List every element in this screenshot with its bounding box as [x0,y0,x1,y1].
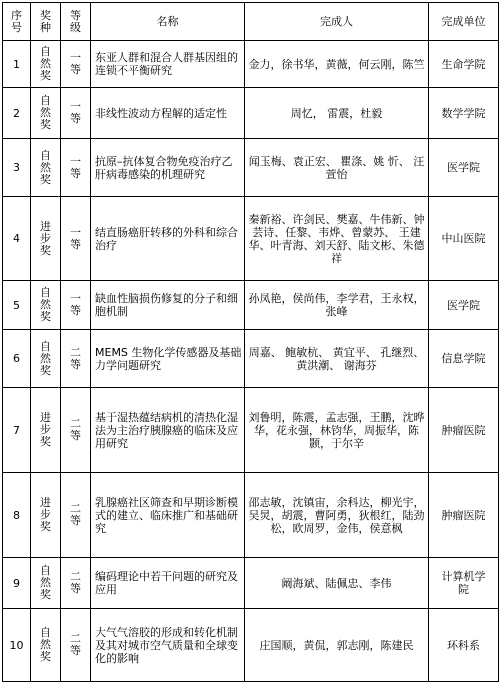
award-type-text: 自然奖 [40,148,51,186]
table-row [3,281,499,330]
row-number [3,388,31,473]
row-number [3,88,31,139]
row-number-text: 1 [13,57,20,71]
completing-unit [429,281,499,330]
award-grade [61,609,91,682]
table-row [3,197,499,281]
award-grade-text: 一等 [70,225,81,251]
award-type [31,139,61,197]
completed-by [245,197,429,281]
completed-by-text: 秦新裕、许剑民、樊嘉、牛伟新、钟芸诗、任黎、韦烨、曾蒙苏、 王建华、叶青海、刘天舒、陆文彬、朱德祥 [248,212,425,265]
row-number [3,473,31,558]
award-type [31,330,61,388]
award-grade-text: 一等 [70,100,81,125]
award-grade-text: 二等 [70,345,81,371]
table-row [3,41,499,88]
project-name [91,88,245,139]
award-grade [61,330,91,388]
header-type: 奖种 [31,3,61,41]
project-name [91,330,245,388]
completed-by [245,41,429,88]
award-grade [61,473,91,558]
row-number [3,609,31,682]
completing-unit-text: 环科系 [447,638,480,652]
completing-unit [429,197,499,281]
project-name [91,197,245,281]
row-number-text: 4 [13,232,20,245]
award-grade-text: 二等 [70,502,81,527]
award-grade-text: 二等 [70,570,81,595]
table-row [3,388,499,473]
table-row [3,330,499,388]
award-type-text: 进步奖 [40,219,51,257]
completed-by-text: 庄国顺，黄侃，郭志刚，陈建民 [259,638,414,652]
row-number-text: 8 [13,508,20,522]
award-type-text: 自然奖 [40,339,51,377]
award-grade [61,558,91,609]
project-name [91,139,245,197]
completed-by-text: 邵志敏，沈镇宙，余科达，柳光宇，吴炅，胡震，曹阿勇，狄根红，陆劲松，欧周罗，金伟，侯意枫 [248,495,425,535]
award-grade-text: 二等 [70,632,81,657]
completed-by [245,388,429,473]
award-grade [61,388,91,473]
row-number-text: 3 [13,161,20,174]
award-grade [61,88,91,139]
row-number-text: 6 [13,352,20,365]
project-name-text: 基于湿热蕴结病机的清热化湿法为主治疗胰腺癌的临床及应用研究 [95,410,238,450]
project-name-text: 东亚人群和混合人群基因组的连锁不平衡研究 [95,51,238,77]
award-grade [61,41,91,88]
row-number-text: 9 [13,576,20,590]
row-number-text: 5 [13,298,20,312]
project-name-text: 编码理论中若干问题的研究及应用 [95,570,238,596]
project-name [91,388,245,473]
completing-unit [429,473,499,558]
award-type [31,473,61,558]
header-name: 名称 [91,3,245,41]
table-row [3,88,499,139]
project-name [91,281,245,330]
completed-by-text: 周嘉、 鲍敏杭、 黄宜平、 孔继烈、 黄洪潮、 谢海芬 [248,345,425,372]
award-type-text: 进步奖 [40,411,51,448]
row-number-text: 2 [13,106,20,120]
completing-unit [429,558,499,609]
project-name-text: 乳腺癌社区筛查和早期诊断模式的建立、临床推广和基础研究 [95,495,238,535]
award-grade-text: 一等 [70,154,81,180]
completing-unit-text: 计算机学院 [441,570,486,596]
project-name-text: 非线性波动方程解的适定性 [95,106,227,120]
award-type [31,388,61,473]
completing-unit-text: 医学院 [447,161,480,174]
project-name-text: 缺血性脑损伤修复的分子和细胞机制 [95,292,238,318]
completing-unit-text: 生命学院 [441,57,486,71]
award-type-text: 进步奖 [40,496,51,533]
award-type-text: 自然奖 [40,45,51,82]
row-number [3,41,31,88]
award-type [31,281,61,330]
award-grade-text: 一等 [70,292,81,317]
row-number [3,330,31,388]
completed-by [245,139,429,197]
row-number-text: 7 [13,423,20,437]
award-grade [61,197,91,281]
completing-unit [429,88,499,139]
project-name-text: 结直肠癌肝转移的外科和综合治疗 [95,225,238,252]
completing-unit-text: 数学学院 [441,106,486,120]
table-row [3,139,499,197]
completed-by-text: 阚海斌、陆佩忠、李伟 [281,576,392,590]
completing-unit-text: 中山医院 [441,232,486,245]
completed-by-text: 闻玉梅、袁正宏、 瞿涤、姚 忻、 汪萱怡 [248,154,425,181]
project-name [91,41,245,88]
award-type-text: 自然奖 [40,626,51,663]
project-name-text: 大气气溶胶的形成和转化机制及其对城市空气质量和全球变化的影响 [95,625,238,665]
completing-unit [429,139,499,197]
completing-unit [429,41,499,88]
awards-table [2,2,499,682]
award-type [31,197,61,281]
project-name [91,558,245,609]
completed-by [245,88,429,139]
table-row [3,558,499,609]
completing-unit-text: 医学院 [447,298,480,312]
row-number [3,281,31,330]
completing-unit [429,609,499,682]
award-type-text: 自然奖 [40,286,51,323]
project-name [91,473,245,558]
project-name [91,609,245,682]
award-type-text: 自然奖 [40,564,51,601]
award-grade-text: 一等 [70,51,81,76]
completed-by [245,609,429,682]
completed-by [245,281,429,330]
row-number-text: 10 [9,638,24,652]
award-type [31,558,61,609]
row-number [3,558,31,609]
completing-unit-text: 肿瘤医院 [441,423,486,437]
row-number [3,197,31,281]
header-people: 完成人 [245,3,429,41]
completing-unit [429,388,499,473]
header-no: 序号 [3,3,31,41]
award-grade [61,281,91,330]
award-type [31,609,61,682]
completed-by-text: 周忆， 雷震，杜毅 [290,106,383,120]
award-grade [61,139,91,197]
project-name-text: MEMS 生物化学传感器及基础力学问题研究 [95,345,242,372]
completed-by-text: 刘鲁明，陈震，孟志强，王鹏，沈晔华，花永强，林钧华，周振华，陈颢，于尔辛 [248,410,425,450]
header-grade: 等级 [61,3,91,41]
award-type [31,41,61,88]
completing-unit-text: 肿瘤医院 [441,508,486,522]
completed-by [245,473,429,558]
award-type-text: 自然奖 [40,94,51,131]
completed-by [245,558,429,609]
completed-by-text: 孙凤艳，侯尚伟，李学君，王永权，张峰 [248,292,425,318]
completing-unit-text: 信息学院 [441,352,486,365]
completing-unit [429,330,499,388]
row-number [3,139,31,197]
award-grade-text: 二等 [70,417,81,442]
project-name-text: 抗原–抗体复合物免疫治疗乙肝病毒感染的机理研究 [95,154,233,181]
table-row [3,609,499,682]
completed-by-text: 金力，徐书华，黄薇，何云刚，陈竺 [248,57,425,71]
header-unit: 完成单位 [429,3,499,41]
award-type [31,88,61,139]
header-row [3,3,499,41]
table-row [3,473,499,558]
completed-by [245,330,429,388]
